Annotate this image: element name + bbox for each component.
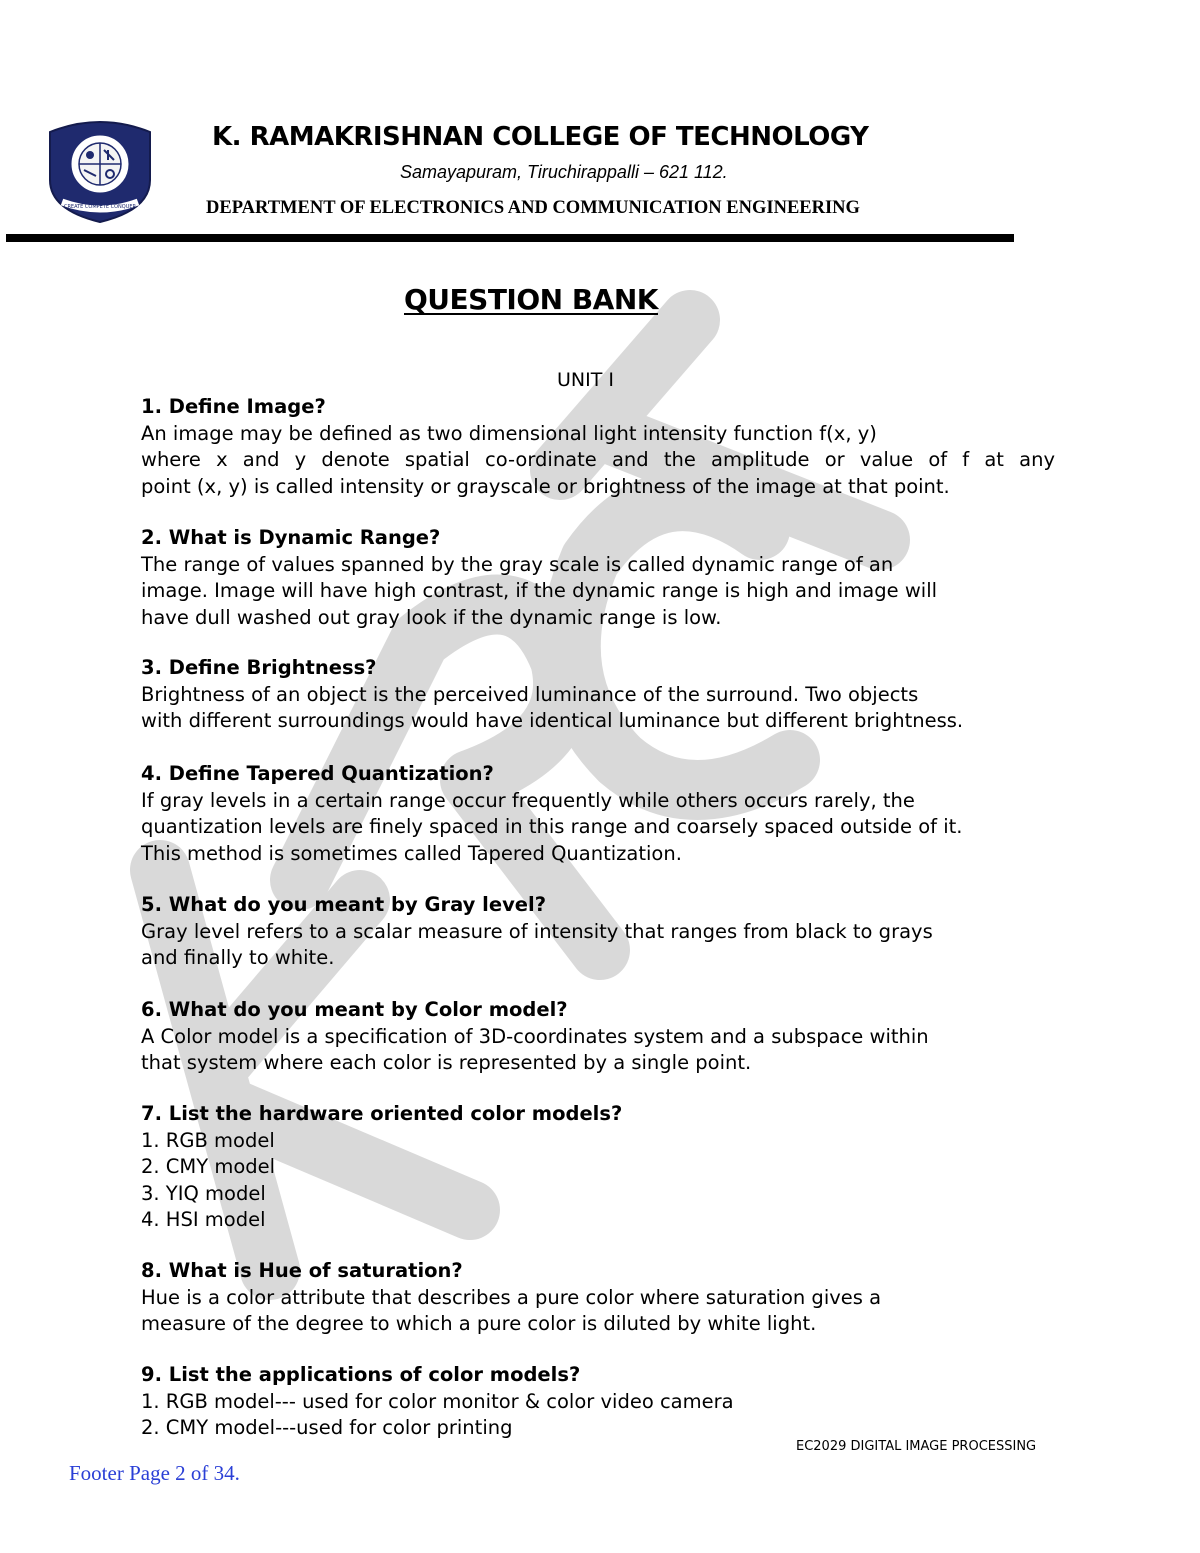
question-block [141, 1362, 1061, 1442]
college-logo [42, 118, 158, 224]
college-name: K. RAMAKRISHNAN COLLEGE OF TECHNOLOGY [212, 122, 869, 152]
list-item: 1. RGB model [141, 1128, 275, 1152]
question-heading: 8. What is Hue of saturation? [141, 1259, 463, 1282]
department-name: DEPARTMENT OF ELECTRONICS AND COMMUNICATION ENGINEERING [206, 198, 860, 218]
answer-line: If gray levels in a certain range occur frequently while others occurs rarely, the [141, 788, 915, 812]
college-address: Samayapuram, Tiruchirappalli – 621 112. [400, 162, 728, 182]
question-block [141, 761, 1061, 867]
question-block [141, 997, 1061, 1077]
answer-line: where x and y denote spatial co-ordinate and the amplitude or value of f at any [141, 448, 1055, 471]
question-block [141, 655, 1061, 735]
question-block [141, 1258, 1061, 1338]
answer-line: quantization levels are finely spaced in this range and coarsely spaced outside of it. [141, 815, 963, 838]
list-item: 1. RGB model--- used for color monitor & color video camera [141, 1389, 734, 1413]
answer-line: Gray level refers to a scalar measure of intensity that ranges from black to grays [141, 919, 933, 943]
question-heading: 4. Define Tapered Quantization? [141, 762, 494, 785]
answer-line: and finally to white. [141, 946, 335, 969]
answer-line: image. Image will have high contrast, if the dynamic range is high and image will [141, 579, 938, 602]
answer-line: measure of the degree to which a pure color is diluted by white light. [141, 1312, 817, 1335]
question-block [141, 892, 1061, 972]
question-block [141, 1101, 1061, 1234]
answer-line: with different surroundings would have identical luminance but different brightness. [141, 709, 964, 732]
question-heading: 7. List the hardware oriented color models? [141, 1102, 623, 1125]
question-heading: 9. List the applications of color models? [141, 1363, 581, 1386]
question-heading: 6. What do you meant by Color model? [141, 998, 568, 1021]
question-heading: 2. What is Dynamic Range? [141, 526, 441, 549]
answer-line: A Color model is a specification of 3D-coordinates system and a subspace within [141, 1024, 929, 1048]
answer-line: have dull washed out gray look if the dynamic range is low. [141, 605, 722, 629]
answer-line: Hue is a color attribute that describes a pure color where saturation gives a [141, 1285, 882, 1309]
unit-heading: UNIT I [557, 369, 614, 391]
answer-line: The range of values spanned by the gray scale is called dynamic range of an [141, 552, 894, 576]
list-item: 2. CMY model---used for color printing [141, 1416, 513, 1439]
answer-line: An image may be defined as two dimensional light intensity function f(x, y) [141, 421, 877, 445]
footer-course-title: EC2029 DIGITAL IMAGE PROCESSING [796, 1439, 1037, 1454]
answer-line: Brightness of an object is the perceived luminance of the surround. Two objects [141, 682, 919, 706]
answer-line: point (x, y) is called intensity or grayscale or brightness of the image at that point. [141, 474, 950, 498]
list-item: 2. CMY model [141, 1155, 276, 1178]
question-heading: 1. Define Image? [141, 395, 326, 418]
list-item: 3. YIQ model [141, 1181, 266, 1205]
answer-line: that system where each color is represented by a single point. [141, 1051, 752, 1074]
footer-page-number: Footer Page 2 of 34. [69, 1461, 240, 1485]
list-item: 4. HSI model [141, 1208, 266, 1231]
question-heading: 3. Define Brightness? [141, 656, 377, 679]
page-title: QUESTION BANK [404, 283, 658, 316]
question-block [141, 525, 1061, 631]
question-block [141, 394, 1061, 500]
answer-line: This method is sometimes called Tapered Quantization. [141, 841, 682, 865]
question-heading: 5. What do you meant by Gray level? [141, 893, 547, 916]
header-rule [6, 234, 1014, 242]
logo-motto: CREATE COMPETE CONQUER [63, 204, 137, 210]
